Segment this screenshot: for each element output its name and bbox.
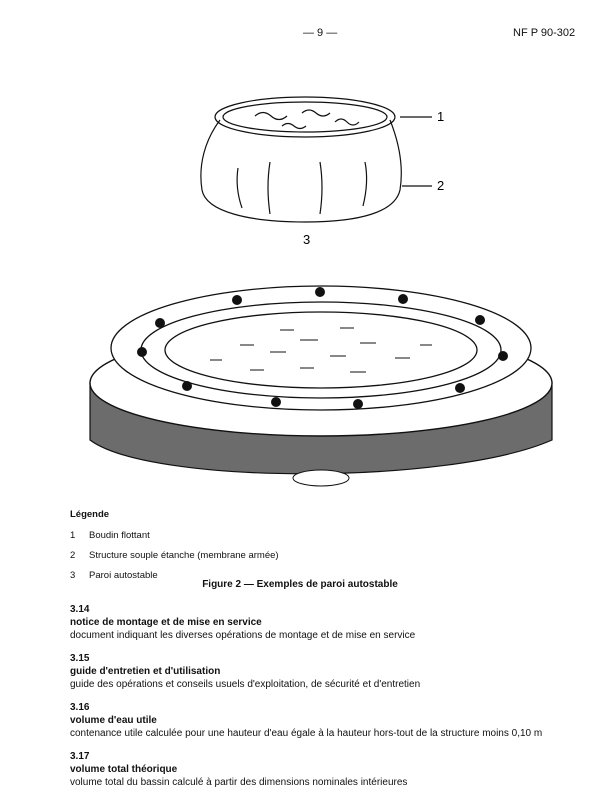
definition-text: document indiquant les diverses opérations de montage et de mise en service bbox=[70, 630, 416, 641]
legend-item-text: Structure souple étanche (membrane armée) bbox=[89, 550, 279, 561]
definition-number: 3.17 bbox=[70, 751, 90, 762]
definition-text: contenance utile calculée pour une hauteur d'eau égale à la hauteur hors-tout de la structure moins 0,10 m bbox=[70, 728, 543, 739]
definitions-section bbox=[70, 603, 590, 799]
standard-reference: NF P 90-302 bbox=[513, 27, 576, 39]
small-pool-drawing bbox=[201, 97, 432, 222]
definition-term: volume d'eau utile bbox=[70, 715, 157, 726]
legend-title: Légende bbox=[70, 509, 110, 520]
definition-entry bbox=[70, 652, 590, 691]
definition-entry bbox=[70, 603, 590, 642]
callout-3: 3 bbox=[303, 232, 311, 247]
legend-item-number: 3 bbox=[70, 570, 76, 581]
definition-text: guide des opérations et conseils usuels d'exploitation, de sécurité et d'entretien bbox=[70, 679, 421, 690]
large-pool-drawing bbox=[90, 286, 552, 486]
figure-legend bbox=[70, 509, 279, 590]
callout-1: 1 bbox=[437, 109, 445, 124]
definition-entry bbox=[70, 701, 590, 740]
legend-item-text: Boudin flottant bbox=[89, 530, 150, 541]
definition-term: guide d'entretien et d'utilisation bbox=[70, 666, 221, 677]
definition-number: 3.15 bbox=[70, 653, 90, 664]
legend-item-number: 1 bbox=[70, 530, 76, 541]
figure-caption: Figure 2 — Exemples de paroi autostable bbox=[202, 579, 398, 590]
legend-item bbox=[70, 530, 279, 541]
definition-number: 3.16 bbox=[70, 702, 90, 713]
page-number: — 9 — bbox=[303, 27, 338, 39]
legend-item bbox=[70, 550, 279, 561]
definition-number: 3.14 bbox=[70, 604, 90, 615]
definition-entry bbox=[70, 750, 590, 789]
legend-item-number: 2 bbox=[70, 550, 76, 561]
callout-2: 2 bbox=[437, 178, 445, 193]
definition-text: volume total du bassin calculé à partir des dimensions nominales intérieures bbox=[70, 777, 408, 788]
definition-term: notice de montage et de mise en service bbox=[70, 617, 262, 628]
legend-item-text: Paroi autostable bbox=[89, 570, 158, 581]
definition-term: volume total théorique bbox=[70, 764, 178, 775]
